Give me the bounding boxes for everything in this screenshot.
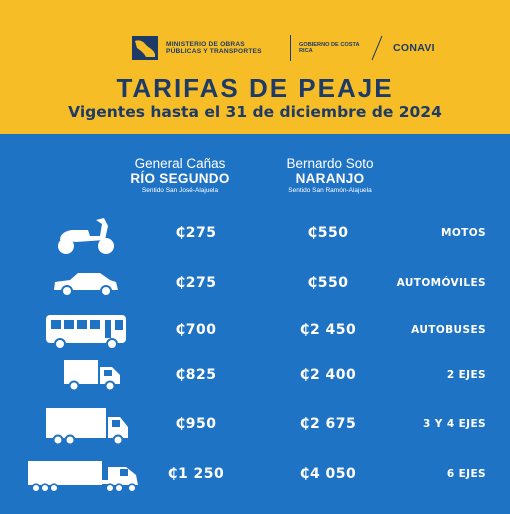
column-header-naranjo xyxy=(260,156,400,196)
small-truck-icon xyxy=(22,354,142,398)
vehicle-category: 6 EJES xyxy=(446,468,486,480)
column-site-name: RÍO SEGUNDO xyxy=(130,171,230,186)
ministry-name: MINISTERIO DE OBRAS PÚBLICAS Y TRANSPORTES xyxy=(166,40,262,55)
column-station-name: Bernardo Soto xyxy=(286,156,374,171)
costa-rica-crest-icon xyxy=(132,36,158,60)
column-direction: Sentido San Ramón-Alajuela xyxy=(288,187,372,194)
vehicle-category: 2 EJES xyxy=(446,369,486,381)
rate-row-automoviles xyxy=(0,262,510,306)
price-naranjo: ₵550 xyxy=(307,275,349,291)
price-naranjo: ₵550 xyxy=(307,225,349,241)
header-band xyxy=(0,0,510,134)
vehicle-category: AUTOBUSES xyxy=(411,324,486,336)
slash-divider xyxy=(369,35,385,61)
column-station-name: General Cañas xyxy=(134,156,226,171)
page-subtitle: Vigentes hasta el 31 de diciembre de 2024 xyxy=(68,103,442,121)
logos-bar xyxy=(132,34,435,62)
semi-truck-icon xyxy=(22,453,142,497)
price-naranjo: ₵4 050 xyxy=(299,466,357,482)
page-title: TARIFAS DE PEAJE xyxy=(116,73,394,103)
car-icon xyxy=(22,262,142,306)
column-site-name: NARANJO xyxy=(295,171,365,186)
price-rio-segundo: ₵275 xyxy=(175,275,217,291)
column-direction: Sentido San José-Alajuela xyxy=(141,187,219,194)
price-naranjo: ₵2 675 xyxy=(299,416,357,432)
rate-row-autobuses xyxy=(0,309,510,353)
vehicle-category: AUTOMÓVILES xyxy=(396,277,486,289)
government-name: GOBIERNO DE COSTA RICA xyxy=(299,41,360,54)
box-truck-icon xyxy=(22,403,142,447)
price-rio-segundo: ₵700 xyxy=(175,322,217,338)
price-rio-segundo: ₵825 xyxy=(175,367,217,383)
rate-row-motos xyxy=(0,212,510,256)
price-naranjo: ₵2 450 xyxy=(299,322,357,338)
logo-divider xyxy=(290,35,291,61)
agency-name: CONAVI xyxy=(393,42,435,54)
bus-icon xyxy=(22,309,142,353)
rate-row-2-ejes xyxy=(0,354,510,398)
price-rio-segundo: ₵275 xyxy=(175,225,217,241)
vehicle-category: 3 Y 4 EJES xyxy=(423,418,486,430)
motorcycle-icon xyxy=(22,212,142,256)
vehicle-category: MOTOS xyxy=(440,227,486,239)
price-rio-segundo: ₵950 xyxy=(175,416,217,432)
column-header-rio-segundo xyxy=(110,156,250,196)
price-rio-segundo: ₵1 250 xyxy=(167,466,225,482)
rate-row-3-y-4-ejes xyxy=(0,403,510,447)
price-naranjo: ₵2 400 xyxy=(299,367,357,383)
rate-row-6-ejes xyxy=(0,453,510,497)
